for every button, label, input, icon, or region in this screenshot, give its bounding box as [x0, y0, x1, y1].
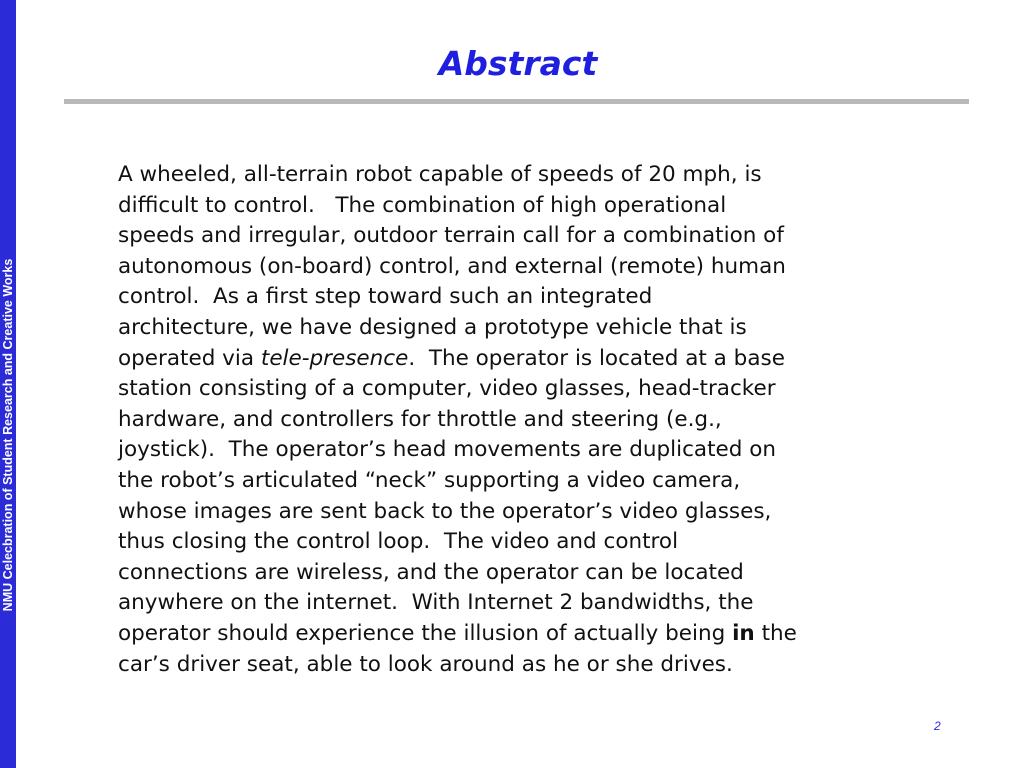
text-segment: station consisting of a computer, video glasses, head-tracker — [118, 376, 776, 402]
slide-title: Abstract — [438, 44, 598, 83]
text-segment: autonomous (on-board) control, and external (remote) human — [118, 253, 786, 279]
abstract-line — [118, 558, 958, 589]
text-segment: the robot’s articulated “neck” supporting a video camera, — [118, 467, 741, 493]
abstract-line — [118, 466, 958, 497]
bold-text: in — [732, 620, 755, 646]
page-number: 2 — [934, 719, 941, 733]
title-divider — [64, 99, 969, 104]
abstract-line — [118, 344, 958, 375]
text-segment: the — [754, 620, 797, 646]
text-segment: anywhere on the internet. With Internet 2 bandwidths, the — [118, 590, 754, 616]
abstract-text — [118, 160, 958, 680]
abstract-line — [118, 619, 958, 650]
abstract-line — [118, 405, 958, 436]
abstract-line — [118, 191, 958, 222]
abstract-line — [118, 588, 958, 619]
text-segment: architecture, we have designed a prototype vehicle that is — [118, 314, 747, 340]
text-segment: thus closing the control loop. The video and control — [118, 529, 679, 555]
sidebar-text: NMU Celecbration of Student Research and Creative Works — [1, 258, 15, 612]
abstract-line — [118, 374, 958, 405]
abstract-line — [118, 313, 958, 344]
text-segment: speeds and irregular, outdoor terrain call for a combination of — [118, 223, 784, 249]
text-segment: control. As a first step toward such an integrated — [118, 284, 653, 310]
text-segment: car’s driver seat, able to look around as he or she drives. — [118, 651, 733, 677]
text-segment: joystick). The operator’s head movements are duplicated on — [118, 437, 776, 463]
abstract-line — [118, 252, 958, 283]
text-segment: A wheeled, all-terrain robot capable of speeds of 20 mph, is — [118, 162, 762, 187]
abstract-line — [118, 527, 958, 558]
text-segment: . The operator is located at a base — [408, 345, 785, 371]
abstract-line — [118, 435, 958, 466]
text-segment: operator should experience the illusion of actually being — [118, 620, 733, 646]
abstract-line — [118, 221, 958, 252]
abstract-line — [118, 160, 958, 191]
abstract-line — [118, 497, 958, 528]
text-segment: whose images are sent back to the operator’s video glasses, — [118, 498, 772, 524]
text-segment: difficult to control. The combination of high operational — [118, 192, 727, 218]
text-segment: operated via — [118, 345, 261, 371]
emphasis-text: tele-presence — [260, 345, 409, 371]
abstract-line — [118, 282, 958, 313]
text-segment: hardware, and controllers for throttle and steering (e.g., — [118, 406, 722, 432]
text-segment: connections are wireless, and the operator can be located — [118, 559, 744, 585]
sidebar-text-container — [0, 0, 16, 768]
abstract-line — [118, 650, 958, 681]
